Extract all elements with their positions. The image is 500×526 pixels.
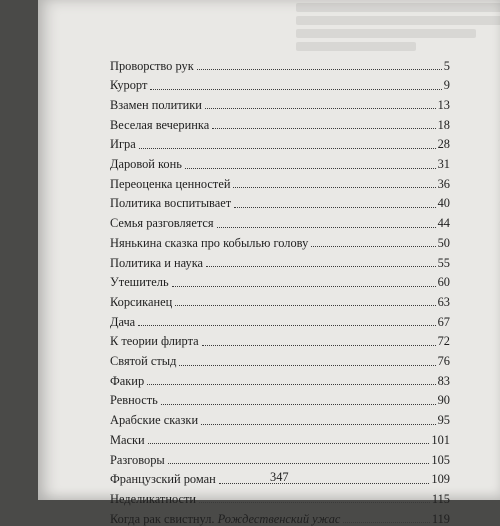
toc-entry-title-text: Даровой конь [110,157,182,172]
toc-entry-title-text: Нянькина сказка про кобылью голову [110,235,309,250]
toc-dot-leader [168,462,430,464]
toc-entry-page-number: 13 [437,97,450,112]
toc-entry [110,134,450,151]
toc-entry-title [110,414,198,426]
page-number: 347 [270,470,289,484]
toc-entry-title-text: Переоценка ценностей [110,176,231,191]
toc-entry-title-text: Проворство рук [110,58,194,73]
toc-entry-title [110,473,216,485]
toc-entry-page-number: 63 [437,294,450,309]
toc-entry-title [110,375,144,387]
toc-entry-title [110,454,165,466]
toc-entry-page-number: 83 [437,373,450,388]
toc-entry-title-text: Семья разговляется [110,216,214,231]
toc-entry-subtitle: Рождественский ужас [217,511,341,526]
toc-entry-page-number: 119 [431,511,450,526]
toc-dot-leader [217,226,436,228]
toc-dot-leader [185,167,436,169]
toc-entry [110,252,450,269]
toc-entry-page-number: 31 [437,157,450,172]
toc-entry [110,291,450,308]
toc-dot-leader [219,482,430,484]
toc-dot-leader [179,364,435,366]
toc-entry-title [110,493,196,505]
toc-entry [110,193,450,210]
toc-entry-page-number: 5 [443,58,450,73]
toc-entry [110,331,450,348]
toc-entry-title [110,60,194,72]
toc-entry-title-text: Разговоры [110,452,165,467]
toc-entry-title [110,237,308,249]
toc-entry [110,351,450,368]
toc-entry-title-text: Игра [110,137,136,152]
toc-entry-title [110,394,158,406]
toc-entry [110,55,450,72]
toc-entry [110,114,450,131]
toc-dot-leader [311,245,435,247]
toc-dot-leader [172,285,436,287]
toc-entry-title-text: Маски [110,432,145,447]
toc-entry-title [110,119,209,131]
toc-entry [110,429,450,446]
toc-entry-page-number: 95 [437,413,450,428]
book-page [38,0,500,526]
toc-entry-page-number: 101 [431,432,450,447]
toc-entry-title-text: Когда рак свистнул. [110,511,215,526]
toc-entry-page-number: 67 [437,314,450,329]
toc-dot-leader [148,442,430,444]
toc-entry-title-text: Неделикатности [110,491,197,506]
toc-dot-leader [199,501,430,503]
toc-entry-title-text: Дача [110,314,136,329]
toc-entry-page-number: 9 [443,78,450,93]
toc-entry-title [110,138,136,150]
toc-entry-page-number: 50 [437,235,450,250]
toc-entry-title [110,355,176,367]
toc-dot-leader [201,423,436,425]
toc-entry-title-text: Курорт [110,78,148,93]
toc-entry [110,410,450,427]
toc-entry-title [110,178,230,190]
toc-entry-title-text: Ревность [110,393,158,408]
toc-entry [110,390,450,407]
toc-entry-title-text: Веселая вечеринка [110,117,210,132]
toc-entry-title [110,158,182,170]
toc-entry [110,94,450,111]
toc-entry-page-number: 105 [431,452,450,467]
toc-entry-page-number: 72 [437,334,450,349]
toc-entry [110,232,450,249]
toc-dot-leader [206,265,436,267]
toc-entry-title [110,296,172,308]
toc-dot-leader [234,206,435,208]
toc-entry-page-number: 44 [437,216,450,231]
toc-entry [110,213,450,230]
toc-entry-page-number: 40 [437,196,450,211]
toc-entry-title [110,276,169,288]
toc-entry-title-text: Факир [110,373,145,388]
toc-entry [110,449,450,466]
toc-entry-title-text: Утешитель [110,275,169,290]
toc-entry-title [110,197,231,209]
toc-entry-title [110,99,202,111]
toc-entry-title-text: Святой стыд [110,354,177,369]
toc-dot-leader [212,127,435,129]
toc-entry-title [110,257,203,269]
toc-entry-title-text: Политика воспитывает [110,196,232,211]
toc-dot-leader [202,344,436,346]
toc-dot-leader [138,324,435,326]
toc-entry-title-text: Арабские сказки [110,413,199,428]
toc-entry [110,272,450,289]
toc-entry-page-number: 28 [437,137,450,152]
toc-entry-page-number: 60 [437,275,450,290]
toc-entry [110,488,450,505]
toc-entry-title [110,513,340,525]
toc-entry-title [110,316,135,328]
toc-dot-leader [197,68,442,70]
toc-entry-title [110,434,145,446]
toc-entry [110,154,450,171]
toc-entry-title-text: Взамен политики [110,97,202,112]
toc-entry-title [110,79,147,91]
toc-entry-page-number: 115 [431,491,450,506]
toc-entry-title [110,217,214,229]
toc-entry-page-number: 18 [437,117,450,132]
toc-entry [110,311,450,328]
toc-dot-leader [161,403,436,405]
toc-dot-leader [205,107,436,109]
toc-entry-page-number: 55 [437,255,450,270]
toc-dot-leader [139,147,436,149]
toc-entry-page-number: 109 [431,472,450,487]
toc-entry-page-number: 36 [437,176,450,191]
toc-entry [110,173,450,190]
toc-entry-page-number: 76 [437,354,450,369]
toc-dot-leader [175,304,435,306]
toc-entry [110,508,450,525]
toc-dot-leader [147,383,435,385]
toc-entry [110,75,450,92]
toc-dot-leader [233,186,435,188]
toc-dot-leader [343,521,429,523]
toc-entry-title [110,335,199,347]
toc-dot-leader [150,88,441,90]
show-through-text [296,0,500,60]
toc-entry-title-text: Политика и наука [110,255,204,270]
toc-entry-title-text: К теории флирта [110,334,199,349]
toc-entry [110,370,450,387]
toc-entry-page-number: 90 [437,393,450,408]
toc-entry-title-text: Корсиканец [110,294,173,309]
toc-entry-title-text: Французский роман [110,472,216,487]
